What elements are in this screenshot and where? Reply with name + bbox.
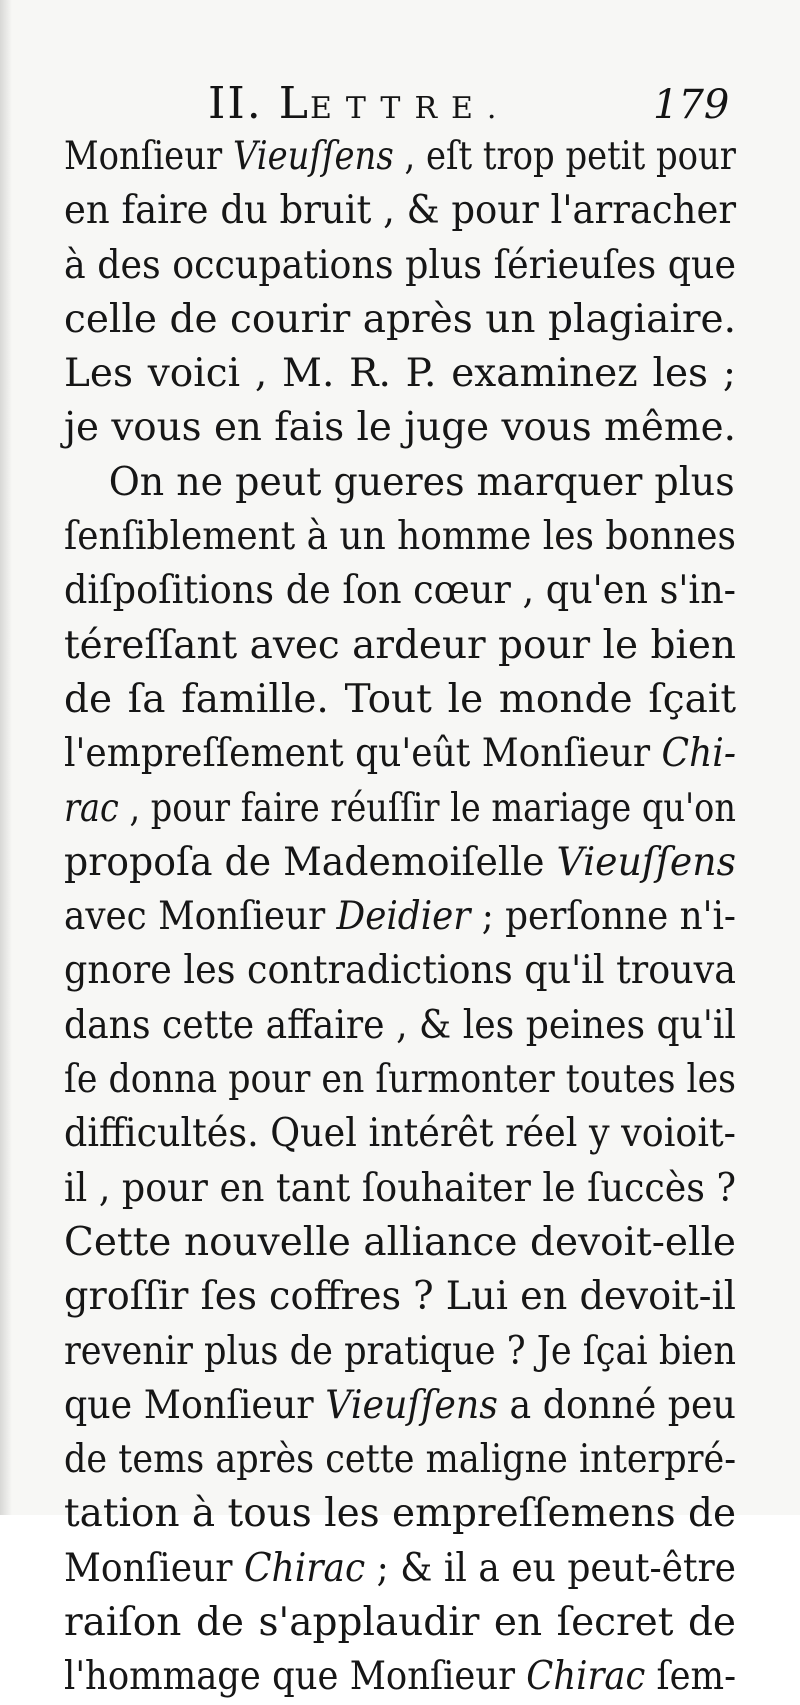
text-line [64,1107,736,1161]
text-segment: je vous en fais le juge vous même. [64,405,736,451]
text-segment: diſpoſitions de ſon cœur , qu'en s'in- [64,568,737,614]
body-text [64,130,736,1705]
text-segment: propoſa de Mademoiſelle [64,839,557,885]
text-line [64,184,736,238]
text-line [64,890,736,944]
italic-name: Vieuſſens [232,134,394,179]
text-segment: de tems après cette maligne interpré- [64,1437,737,1483]
text-segment: dans cette affaire , & les peines qu'il [64,1002,736,1048]
text-line [64,347,736,401]
text-segment: ſe donna pour en ſurmonter toutes les [64,1057,736,1103]
text-line [64,1270,736,1324]
text-segment: celle de courir après un plagiaire. [64,296,736,342]
text-segment: raiſon de s'applaudir en ſecret de [64,1600,736,1646]
text-line [64,1379,736,1433]
text-line [64,1216,736,1270]
text-line [64,836,736,890]
text-segment: Monſieur [64,1545,244,1591]
running-head [0,74,800,134]
text-segment: tation à tous les empreſſemens de [64,1491,737,1537]
text-line [64,1325,736,1379]
text-line [64,999,736,1053]
text-segment: On ne peut gueres marquer plus [108,459,735,505]
text-line [64,727,736,781]
text-segment: il , pour en tant ſouhaiter le ſuccès ? [64,1165,736,1211]
text-segment: en faire du bruit , & pour l'arracher [64,188,737,234]
text-line [64,1650,736,1704]
text-segment: , eſt trop petit pour [393,134,736,179]
italic-name: Chi- [661,731,736,777]
text-segment: , pour faire réuſſir le mariage qu'on [118,785,736,831]
text-line [64,1487,736,1541]
text-line [64,130,736,184]
text-line [64,510,736,564]
text-line [64,239,736,293]
italic-name: rac [64,785,119,831]
text-line [64,1433,736,1487]
text-line [64,401,736,455]
text-segment: téreſſant avec ardeur pour le bien [64,622,737,668]
text-segment: l'empreſſement qu'eût Monſieur [64,731,662,777]
italic-name: Vieuſſens [556,839,736,885]
text-line [64,673,736,727]
text-segment: difficultés. Quel intérêt réel y voioit- [64,1111,736,1157]
text-segment: Monſieur [64,134,233,179]
text-segment: avec Monſieur [64,894,337,940]
title-initial: L [278,78,310,129]
text-line [64,564,736,618]
text-line [64,782,736,836]
title-rest: ETTRE. [309,91,511,126]
text-segment: ; perſonne n'i- [470,894,737,940]
running-head-title [208,78,510,135]
text-segment: Cette nouvelle alliance devoit-elle [64,1219,736,1265]
italic-name: Deidier [336,894,471,940]
text-segment: à des occupations plus ſérieuſes que [64,242,737,288]
letter-numeral: II. [208,78,263,129]
text-segment: que Monſieur [64,1382,326,1428]
italic-name: Chirac [243,1545,366,1591]
text-line [64,1542,736,1596]
text-line [64,619,736,673]
text-segment: de ſa famille. Tout le monde ſçait [64,676,736,722]
text-segment: ſenſiblement à un homme les bonnes [64,514,736,560]
text-line [64,1053,736,1107]
text-segment: Les voici , M. R. P. examinez les ; [64,351,736,397]
italic-name: Chirac [526,1654,646,1700]
text-line [64,456,781,510]
italic-name: Vieuſſens [325,1382,498,1428]
text-segment: l'hommage que Monſieur [64,1654,527,1700]
text-segment: ; & il a eu peut-être [365,1545,737,1591]
text-line [64,944,736,998]
text-segment: revenir plus de pratique ? Je ſçai bien [64,1328,736,1374]
text-line [64,1596,736,1650]
text-line [64,1162,736,1216]
text-segment: groſſir ſes coffres ? Lui en devoit-il [64,1274,736,1320]
page-number: 179 [653,82,730,128]
text-line [64,293,736,347]
text-segment: gnore les contradictions qu'il trouva [64,948,737,994]
text-segment: a donné peu [497,1382,736,1428]
text-segment: ſem- [645,1654,737,1700]
